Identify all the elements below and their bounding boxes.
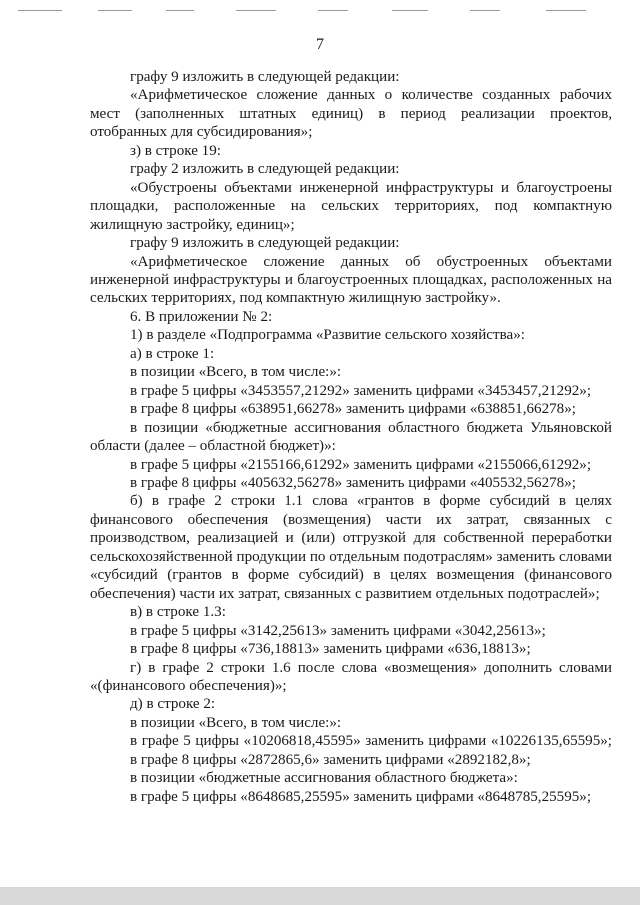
document-body bbox=[90, 68, 612, 806]
paragraph: в графе 5 цифры «2155166,61292» заменить цифрами «2155066,61292»; bbox=[130, 456, 592, 473]
paragraph: д) в строке 2: bbox=[130, 696, 216, 713]
paragraph: графу 9 изложить в следующей редакции: bbox=[130, 235, 400, 252]
paragraph: в графе 5 цифры «3142,25613» заменить цифрами «3042,25613»; bbox=[130, 622, 546, 639]
paragraph: в графе 5 цифры «8648685,25595» заменить цифрами «8648785,25595»; bbox=[130, 788, 592, 805]
paragraph: графу 2 изложить в следующей редакции: bbox=[130, 161, 400, 178]
paragraph: в графе 8 цифры «405632,56278» заменить цифрами «405532,56278»; bbox=[130, 474, 576, 491]
paragraph: 1) в разделе «Подпрограмма «Развитие сельского хозяйства»: bbox=[130, 327, 525, 344]
paragraph: в графе 5 цифры «3453557,21292» заменить цифрами «3453457,21292»; bbox=[130, 382, 592, 399]
paragraph: «Арифметическое сложение данных об обустроенных объектами инженерной инфраструктуры и благоустроенных площадках, расположенных на сельских территориях, под компактную жилищную застройку». bbox=[90, 253, 612, 307]
paragraph: в графе 8 цифры «736,18813» заменить цифрами «636,18813»; bbox=[130, 641, 531, 658]
paragraph: в графе 5 цифры «10206818,45595» заменить цифрами «10226135,65595»; bbox=[130, 733, 612, 750]
paragraph: 6. В приложении № 2: bbox=[130, 308, 273, 325]
paragraph: б) в графе 2 строки 1.1 слова «грантов в форме субсидий в целях финансового обеспечения (возмещения) части их затрат, связанных с производством, реализацией и (или) отгрузкой для собственной переработки сельскохозяйственной продукции по отдельным подотраслям» заменить словами «субсидий (грантов в форме субсидий) в целях возмещения (финансового обеспечения) части их затрат, связанных с развитием отдельных подотраслей»; bbox=[90, 493, 612, 602]
paragraph: в позиции «бюджетные ассигнования областного бюджета»: bbox=[130, 770, 518, 787]
paragraph: «Обустроены объектами инженерной инфраструктуры и благоустроены площадки, расположенные на сельских территориях, под компактную жилищную застройку, единиц»; bbox=[90, 179, 612, 233]
paragraph: в позиции «Всего, в том числе:»: bbox=[130, 364, 342, 381]
paragraph: в графе 8 цифры «2872865,6» заменить цифрами «2892182,8»; bbox=[130, 751, 531, 768]
paragraph: з) в строке 19: bbox=[130, 142, 221, 159]
paragraph: в графе 8 цифры «638951,66278» заменить цифрами «638851,66278»; bbox=[130, 401, 576, 418]
paragraph: в) в строке 1.3: bbox=[130, 604, 226, 621]
paragraph: г) в графе 2 строки 1.6 после слова «возмещения» дополнить словами «(финансового обеспечения)»; bbox=[90, 659, 612, 694]
paragraph: графу 9 изложить в следующей редакции: bbox=[130, 69, 400, 85]
scan-artifact-top bbox=[0, 10, 640, 14]
paragraph: в позиции «бюджетные ассигнования областного бюджета Ульяновской области (далее – областной бюджет)»: bbox=[90, 419, 612, 455]
page-number: 7 bbox=[316, 36, 324, 53]
scan-artifact-bottom bbox=[0, 887, 640, 905]
paragraph: «Арифметическое сложение данных о количестве созданных рабочих мест (заполненных штатных единиц) в период реализации проектов, отобранных для субсидирования»; bbox=[90, 87, 612, 141]
paragraph: а) в строке 1: bbox=[130, 345, 215, 362]
paragraph: в позиции «Всего, в том числе:»: bbox=[130, 714, 342, 731]
